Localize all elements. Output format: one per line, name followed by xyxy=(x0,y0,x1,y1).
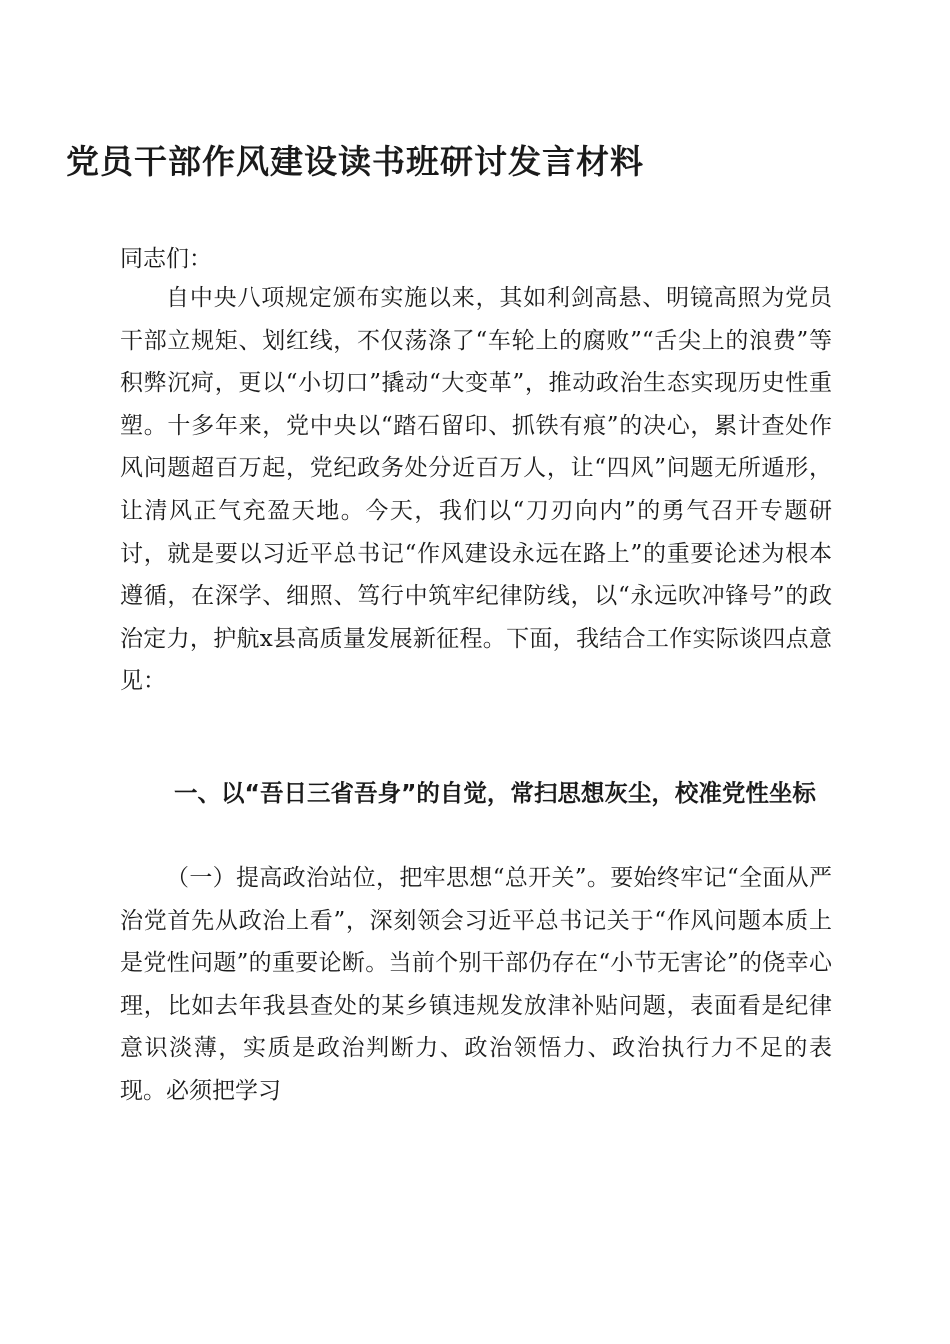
intro-paragraph: 自中央八项规定颁布实施以来，其如利剑高悬、明镜高照为党员干部立规矩、划红线，不仅荡涤了“车轮上的腐败”“舌尖上的浪费”等积弊沉疴，更以“小切口”撬动“大变革”，推动政治生态实现历史性重塑。十多年来，党中央以“踏石留印、抓铁有痕”的决心，累计查处作风问题超百万起，党纪政务处分近百万人，让“四风”问题无所遁形，让清风正气充盈天地。今天，我们以“刀刃向内”的勇气召开专题研讨，就是要以习近平总书记“作风建设永远在路上”的重要论述为根本遵循，在深学、细照、笃行中筑牢纪律防线，以“永远吹冲锋号”的政治定力，护航x县高质量发展新征程。下面，我结合工作实际谈四点意见： xyxy=(120,285,832,695)
subsection-paragraph-1: （一）提高政治站位，把牢思想“总开关”。要始终牢记“全面从严治党首先从政治上看”，深刻领会习近平总书记关于“作风问题本质上是党性问题”的重要论断。当前个别干部仍存在“小节无害论”的侥幸心理，比如去年我县查处的某乡镇违规发放津补贴问题，表面看是纪律意识淡薄，实质是政治判断力、政治领悟力、政治执行力不足的表现。必须把学习 xyxy=(120,865,832,1104)
salutation: 同志们： xyxy=(120,246,212,272)
section-heading-1: 一、以“吾日三省吾身”的自觉，常扫思想灰尘，校准党性坐标 xyxy=(174,779,816,807)
document-title: 党员干部作风建设读书班研讨发言材料 xyxy=(66,142,644,181)
